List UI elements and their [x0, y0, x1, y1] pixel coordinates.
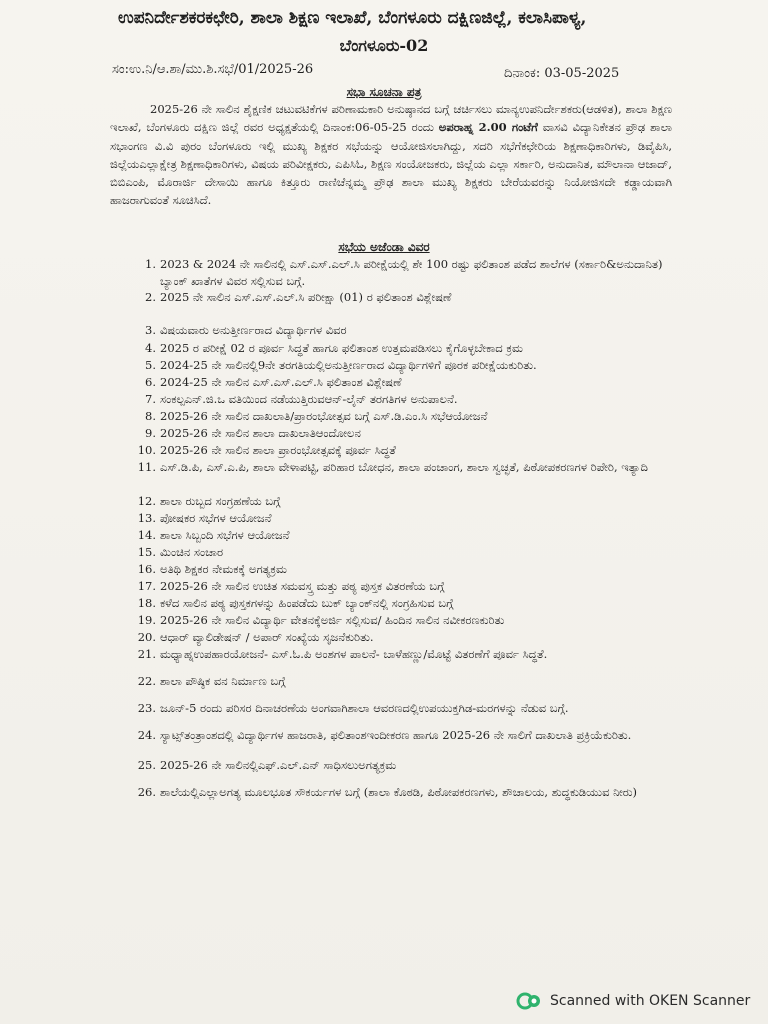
agenda-item-text: ಶಾಲಾ ಪೌಷ್ಠಿಕ ವನ ನಿರ್ಮಾಣ ಬಗ್ಗೆ: [160, 674, 286, 688]
agenda-item-number: 14.: [137, 528, 156, 542]
document-date: ದಿನಾಂಕ: 03-05-2025: [504, 66, 620, 81]
agenda-item-number: 2.: [145, 290, 156, 304]
agenda-item-number: 23.: [137, 701, 156, 715]
agenda-item: [112, 673, 672, 690]
agenda-item-text: 2024-25 ನೇ ಸಾಲಿನ ಎಸ್.ಎಸ್.ಎಲ್.ಸಿ ಫಲಿತಾಂಶ ವಿಶ್ಲೇಷಣೆ: [160, 375, 402, 389]
agenda-item-number: 18.: [137, 596, 156, 610]
agenda-item-text: ಶಾಲೆಯಲ್ಲಿಎಲ್ಲಾಅಗತ್ಯ ಮೂಲಭೂತ ಸೌಕರ್ಯಗಳ ಬಗ್ಗೆ (ಶಾಲಾ ಕೊಠಡಿ, ಪಿಠೋಪಕರಣಗಳು, ಶೌಚಾಲಯ, ಶುದ್ಧಕುಡಿಯುವ ನೀರು): [160, 785, 638, 799]
agenda-item-text: 2025 ರ ಪರೀಕ್ಷೆ 02 ರ ಪೂರ್ವ ಸಿದ್ಧತೆ ಹಾಗೂ ಫಲಿತಾಂಶ ಉತ್ತಮಪಡಿಸಲು ಕೈಗೊಳ್ಳಬೇಕಾದ ಕ್ರಮ: [160, 341, 523, 355]
agenda-item-number: 7.: [145, 392, 156, 406]
agenda-item-number: 25.: [137, 758, 156, 772]
agenda-item-text: ಸಂಕಲ್ಪಎನ್.ಜಿ.ಒ ವತಿಯಿಂದ ನಡೆಯುತ್ತಿರುವಆನ್-ಲೈನ್ ತರಗತಿಗಳ ಅನುಪಾಲನೆ.: [160, 392, 458, 406]
agenda-item-text: ಜೂನ್-5 ರಂದು ಪರಿಸರ ದಿನಾಚರಣೆಯ ಅಂಗವಾಗಿಶಾಲಾ ಆವರಣದಲ್ಲಿಉಪಯುಕ್ತಗಿಡ-ಮರಗಳನ್ನು ನೆಡುವ ಬಗ್ಗೆ.: [160, 701, 569, 715]
agenda-item-number: 17.: [137, 579, 156, 593]
agenda-item-number: 20.: [137, 630, 156, 644]
agenda-item-number: 15.: [137, 545, 156, 559]
agenda-item: [112, 544, 672, 561]
scanner-label: Scanned with OKEN Scanner: [550, 993, 751, 1009]
scanner-watermark: [516, 990, 750, 1012]
agenda-item-text: ಸ್ಯಾಟ್ಸ್‌ತಂತ್ರಾಂಶದಲ್ಲಿ ವಿದ್ಯಾರ್ಥಿಗಳ ಹಾಜರಾತಿ, ಫಲಿತಾಂಶಇಂದೀಕರಣ ಹಾಗೂ 2025-26 ನೇ ಸಾಲಿಗೆ ದಾಖಲಾತಿ ಪ್ರಕ್ರಿಯೆಕುರಿತು.: [160, 728, 632, 742]
oken-scanner-logo-icon: [516, 990, 542, 1012]
agenda-item-text: ಶಾಲಾ ಸಿಬ್ಬಂದಿ ಸಭೆಗಳ ಆಯೋಜನೆ: [160, 528, 290, 542]
office-city: ಬೆಂಗಳೂರು-02: [339, 36, 429, 55]
agenda-item-number: 22.: [137, 674, 156, 688]
agenda-item: [112, 391, 672, 408]
agenda-item-number: 1.: [145, 257, 156, 271]
notice-text-rest: ವಾಸವಿ ವಿದ್ಯಾನಿಕೇತನ ಪ್ರೌಢ ಶಾಲಾ ಸಭಾಂಗಣ ವಿ.ವಿ ಪುರಂ ಬೆಂಗಳೂರು ಇಲ್ಲಿ ಮುಖ್ಯ ಶಿಕ್ಷಕರ ಸಭೆಯನ್ನು ಆಯೋಜಿಸಲಾಗಿದ್ದು, ಸದರಿ ಸಭೆಗೆಕಛೇರಿಯ ಶಿಕ್ಷಣಾಧಿಕಾರಿಗಳು, ಡಿವೈಪಿಸಿ, ಜಿಲ್ಲೆಯಎಲ್ಲಾಕ್ಷೇತ್ರ ಶಿಕ್ಷಣಾಧಿಕಾರಿಗಳು, ವಿಷಯ ಪರಿವೀಕ್ಷಕರು, ಎಪಿಸಿಓ, ಶಿಕ್ಷಣ ಸಂಯೋಜಕರು, ಜಿಲ್ಲೆಯ ಎಲ್ಲಾ ಸರ್ಕಾರಿ, ಅನುದಾನಿತ, ಮೌಲಾನಾ ಆಜಾದ್, ಬಿಬಿಎಂಪಿ, ಮೊರಾರ್ಜಿ ದೇಸಾಯಿ ಹಾಗೂ ಕಿತ್ತೂರು ರಾಣಿಚೆನ್ನಮ್ಮ ಪ್ರೌಢ ಶಾಲಾ ಮುಖ್ಯ ಶಿಕ್ಷಕರು ಬೇರೆಯವರನ್ನು ನಿಯೋಜಿಸದೇ ಕಡ್ಡಾಯವಾಗಿ ಹಾಜರಾಗುವಂತೆ ಸೂಚಿಸಿದೆ.: [110, 120, 673, 208]
office-header: ಉಪನಿರ್ದೇಶಕರಕಛೇರಿ, ಶಾಲಾ ಶಿಕ್ಷಣ ಇಲಾಖೆ, ಬೆಂಗಳೂರು ದಕ್ಷಿಣಜಿಲ್ಲೆ, ಕಲಾಸಿಪಾಳ್ಯ,: [118, 8, 587, 28]
agenda-item: [112, 757, 672, 774]
agenda-item: [112, 700, 672, 717]
agenda-item-number: 12.: [137, 494, 156, 508]
agenda-item-number: 11.: [137, 460, 156, 474]
agenda-item-text: 2025-26 ನೇ ಸಾಲಿನ ಶಾಲಾ ದಾಖಲಾತಿಆಂದೋಲನ: [160, 426, 361, 440]
agenda-item-number: 19.: [137, 613, 156, 627]
notice-text: 2025-26 ನೇ ಸಾಲಿನ ಶೈಕ್ಷಣಿಕ ಚಟುವಟಿಕೆಗಳ ಪರಿಣಾಮಕಾರಿ ಅನುಷ್ಠಾನದ ಬಗ್ಗೆ ಚರ್ಚಿಸಲು ಮಾನ್ಯಉಪನಿರ್ದೇಶಕರು(ಆಡಳಿತ), ಶಾಲಾ ಶಿಕ್ಷಣ ಇಲಾಖೆ, ಬೆಂಗಳೂರು ದಕ್ಷಿಣ ಜಿಲ್ಲೆ ರವರ ಅಧ್ಯಕ್ಷತೆಯಲ್ಲಿ ದಿನಾಂಕ:06-05-25 ರಂದು: [110, 102, 672, 135]
agenda-item: [112, 646, 672, 663]
agenda-item-number: 13.: [137, 511, 156, 525]
agenda-item-text: ಆಧಾರ್ ವ್ಯಾಲಿಡೇಷನ್ / ಅಪಾರ್ ಸಂಖ್ಯೆಯ ಸೃಜನೆಕುರಿತು.: [160, 630, 374, 644]
agenda-item-text: 2025 ನೇ ಸಾಲಿನ ಎಸ್.ಎಸ್.ಎಲ್.ಸಿ ಪರೀಕ್ಷಾ (01) ರ ಫಲಿತಾಂಶ ವಿಶ್ಲೇಷಣೆ: [160, 290, 452, 304]
agenda-item: [112, 425, 672, 442]
agenda-item-number: 10.: [137, 443, 156, 457]
agenda-item-number: 4.: [145, 341, 156, 355]
agenda-item-text: ವಿಷಯವಾರು ಅನುತ್ತೀರ್ಣರಾದ ವಿದ್ಯಾರ್ಥಿಗಳ ವಿವರ: [160, 323, 347, 337]
agenda-item: [112, 408, 672, 425]
agenda-title: ಸಭೆಯ ಅಜೆಂಡಾ ವಿವರ: [338, 240, 430, 254]
agenda-item-text: ಪೋಷಕರ ಸಭೆಗಳ ಆಯೋಜನೆ: [160, 511, 272, 525]
agenda-item-text: 2025-26 ನೇ ಸಾಲಿನ ದಾಖಲಾತಿ/ಪ್ರಾರಂಭೋತ್ಸವ ಬಗ್ಗೆ ಎಸ್.ಡಿ.ಎಂ.ಸಿ ಸಭೆಆಯೋಜನೆ: [160, 409, 488, 423]
agenda-item-text: 2025-26 ನೇ ಸಾಲಿನ ಉಚಿತ ಸಮವಸ್ತ್ರ ಮತ್ತು ಪಠ್ಯ ಪುಸ್ತಕ ವಿತರಣೆಯ ಬಗ್ಗೆ: [160, 579, 445, 593]
meeting-time: ಅಪರಾಹ್ನ 2.00 ಗಂಟೆಗೆ: [438, 120, 538, 135]
agenda-item: [112, 256, 672, 289]
agenda-item-number: 21.: [137, 647, 156, 661]
agenda-item-number: 6.: [145, 375, 156, 389]
agenda-item: [112, 578, 672, 595]
agenda-item: [112, 595, 672, 612]
agenda-item: [112, 459, 672, 476]
agenda-item-text: ಅತಿಥಿ ಶಿಕ್ಷಕರ ನೇಮಕಕ್ಕೆ ಅಗತ್ಯಕ್ರಮ: [160, 562, 287, 576]
agenda-item: [112, 727, 672, 744]
agenda-item: [112, 493, 672, 510]
agenda-item-text: 2025-26 ನೇ ಸಾಲಿನ ವಿದ್ಯಾರ್ಥಿ ವೇತನಕ್ಕೆಅರ್ಜಿ ಸಲ್ಲಿಸುವ/ ಹಿಂದಿನ ಸಾಲಿನ ನವೀಕರಣಕುರಿತು: [160, 613, 505, 627]
agenda-item: [112, 289, 672, 306]
notice-paragraph: [110, 100, 672, 210]
agenda-item-text: 2025-26 ನೇ ಸಾಲಿನ ಶಾಲಾ ಪ್ರಾರಂಭೋತ್ಸವಕ್ಕೆ ಪೂರ್ವ ಸಿದ್ಧತೆ: [160, 443, 396, 457]
agenda-item-number: 26.: [137, 785, 156, 799]
agenda-item: [112, 357, 672, 374]
agenda-item-text: ಮಧ್ಯಾಹ್ನಉಪಹಾರಯೋಜನೆ- ಎಸ್.ಓ.ಪಿ ಅಂಶಗಳ ಪಾಲನೆ- ಬಾಳೆಹಣ್ಣು/ಮೊಟ್ಟೆ ವಿತರಣೆಗೆ ಪೂರ್ವ ಸಿದ್ಧತೆ.: [160, 647, 548, 661]
agenda-item-number: 5.: [145, 358, 156, 372]
agenda-item-text: ಮಿಂಚಿನ ಸಂಚಾರ: [160, 545, 224, 559]
agenda-item: [112, 442, 672, 459]
agenda-item: [112, 322, 672, 339]
agenda-item-number: 9.: [145, 426, 156, 440]
agenda-item: [112, 612, 672, 629]
agenda-item: [112, 784, 672, 801]
agenda-item-number: 3.: [145, 323, 156, 337]
notice-title: ಸಭಾ ಸೂಚನಾ ಪತ್ರ: [346, 85, 422, 99]
agenda-item: [112, 629, 672, 646]
agenda-item: [112, 527, 672, 544]
agenda-item-text: 2023 & 2024 ನೇ ಸಾಲಿನಲ್ಲಿ ಎಸ್.ಎಸ್.ಎಲ್.ಸಿ ಪರೀಕ್ಷೆಯಲ್ಲಿ ಶೇ 100 ರಷ್ಟು ಫಲಿತಾಂಶ ಪಡೆದ ಶಾಲೆಗಳ (ಸರ್ಕಾರಿ&ಅನುದಾನಿತ) ಬ್ಯಾಂಕ್ ಖಾತೆಗಳ ವಿವರ ಸಲ್ಲಿಸುವ ಬಗ್ಗೆ.: [160, 257, 663, 288]
agenda-item-text: ಕಳೆದ ಸಾಲಿನ ಪಠ್ಯ ಪುಸ್ತಕಗಳನ್ನು ಹಿಂಪಡೆದು ಬುಕ್ ಬ್ಯಾಂಕ್‌ನಲ್ಲಿ ಸಂಗ್ರಹಿಸುವ ಬಗ್ಗೆ: [160, 596, 454, 610]
agenda-item: [112, 510, 672, 527]
agenda-item-text: ಎಸ್.ಡಿ.ಪಿ, ಎಸ್.ಎ.ಪಿ, ಶಾಲಾ ವೇಳಾಪಟ್ಟಿ, ಪರಿಹಾರ ಬೋಧನ, ಶಾಲಾ ಪಂಚಾಂಗ, ಶಾಲಾ ಸ್ವಚ್ಛತೆ, ಪಿಠೋಪಕರಣಗಳ ರಿಪೇರಿ, ಇತ್ಯಾದಿ: [160, 460, 648, 474]
agenda-item: [112, 561, 672, 578]
agenda-item-number: 8.: [145, 409, 156, 423]
reference-number: ಸಂ:ಉ.ನಿ/ಆ.ಶಾ/ಮು.ಶಿ.ಸಭೆ/01/2025-26: [112, 62, 314, 77]
agenda-item-text: 2024-25 ನೇ ಸಾಲಿನಲ್ಲಿ9ನೇ ತರಗತಿಯಲ್ಲಿಅನುತ್ತೀರ್ಣರಾದ ವಿದ್ಯಾರ್ಥಿಗಳಿಗೆ ಪೂರಕ ಪರೀಕ್ಷೆಯಕುರಿತು.: [160, 358, 537, 372]
agenda-item-text: 2025-26 ನೇ ಸಾಲಿನಲ್ಲಿಎಫ್.ಎಲ್.ಎನ್ ಸಾಧಿಸಲುಅಗತ್ಯಕ್ರಮ: [160, 758, 397, 772]
agenda-item: [112, 374, 672, 391]
agenda-item-number: 16.: [137, 562, 156, 576]
agenda-item-text: ಶಾಲಾ ರುಬ್ಬದ ಸಂಗ್ರಹಣೆಯ ಬಗ್ಗೆ: [160, 494, 281, 508]
agenda-item: [112, 340, 672, 357]
agenda-item-number: 24.: [137, 728, 156, 742]
